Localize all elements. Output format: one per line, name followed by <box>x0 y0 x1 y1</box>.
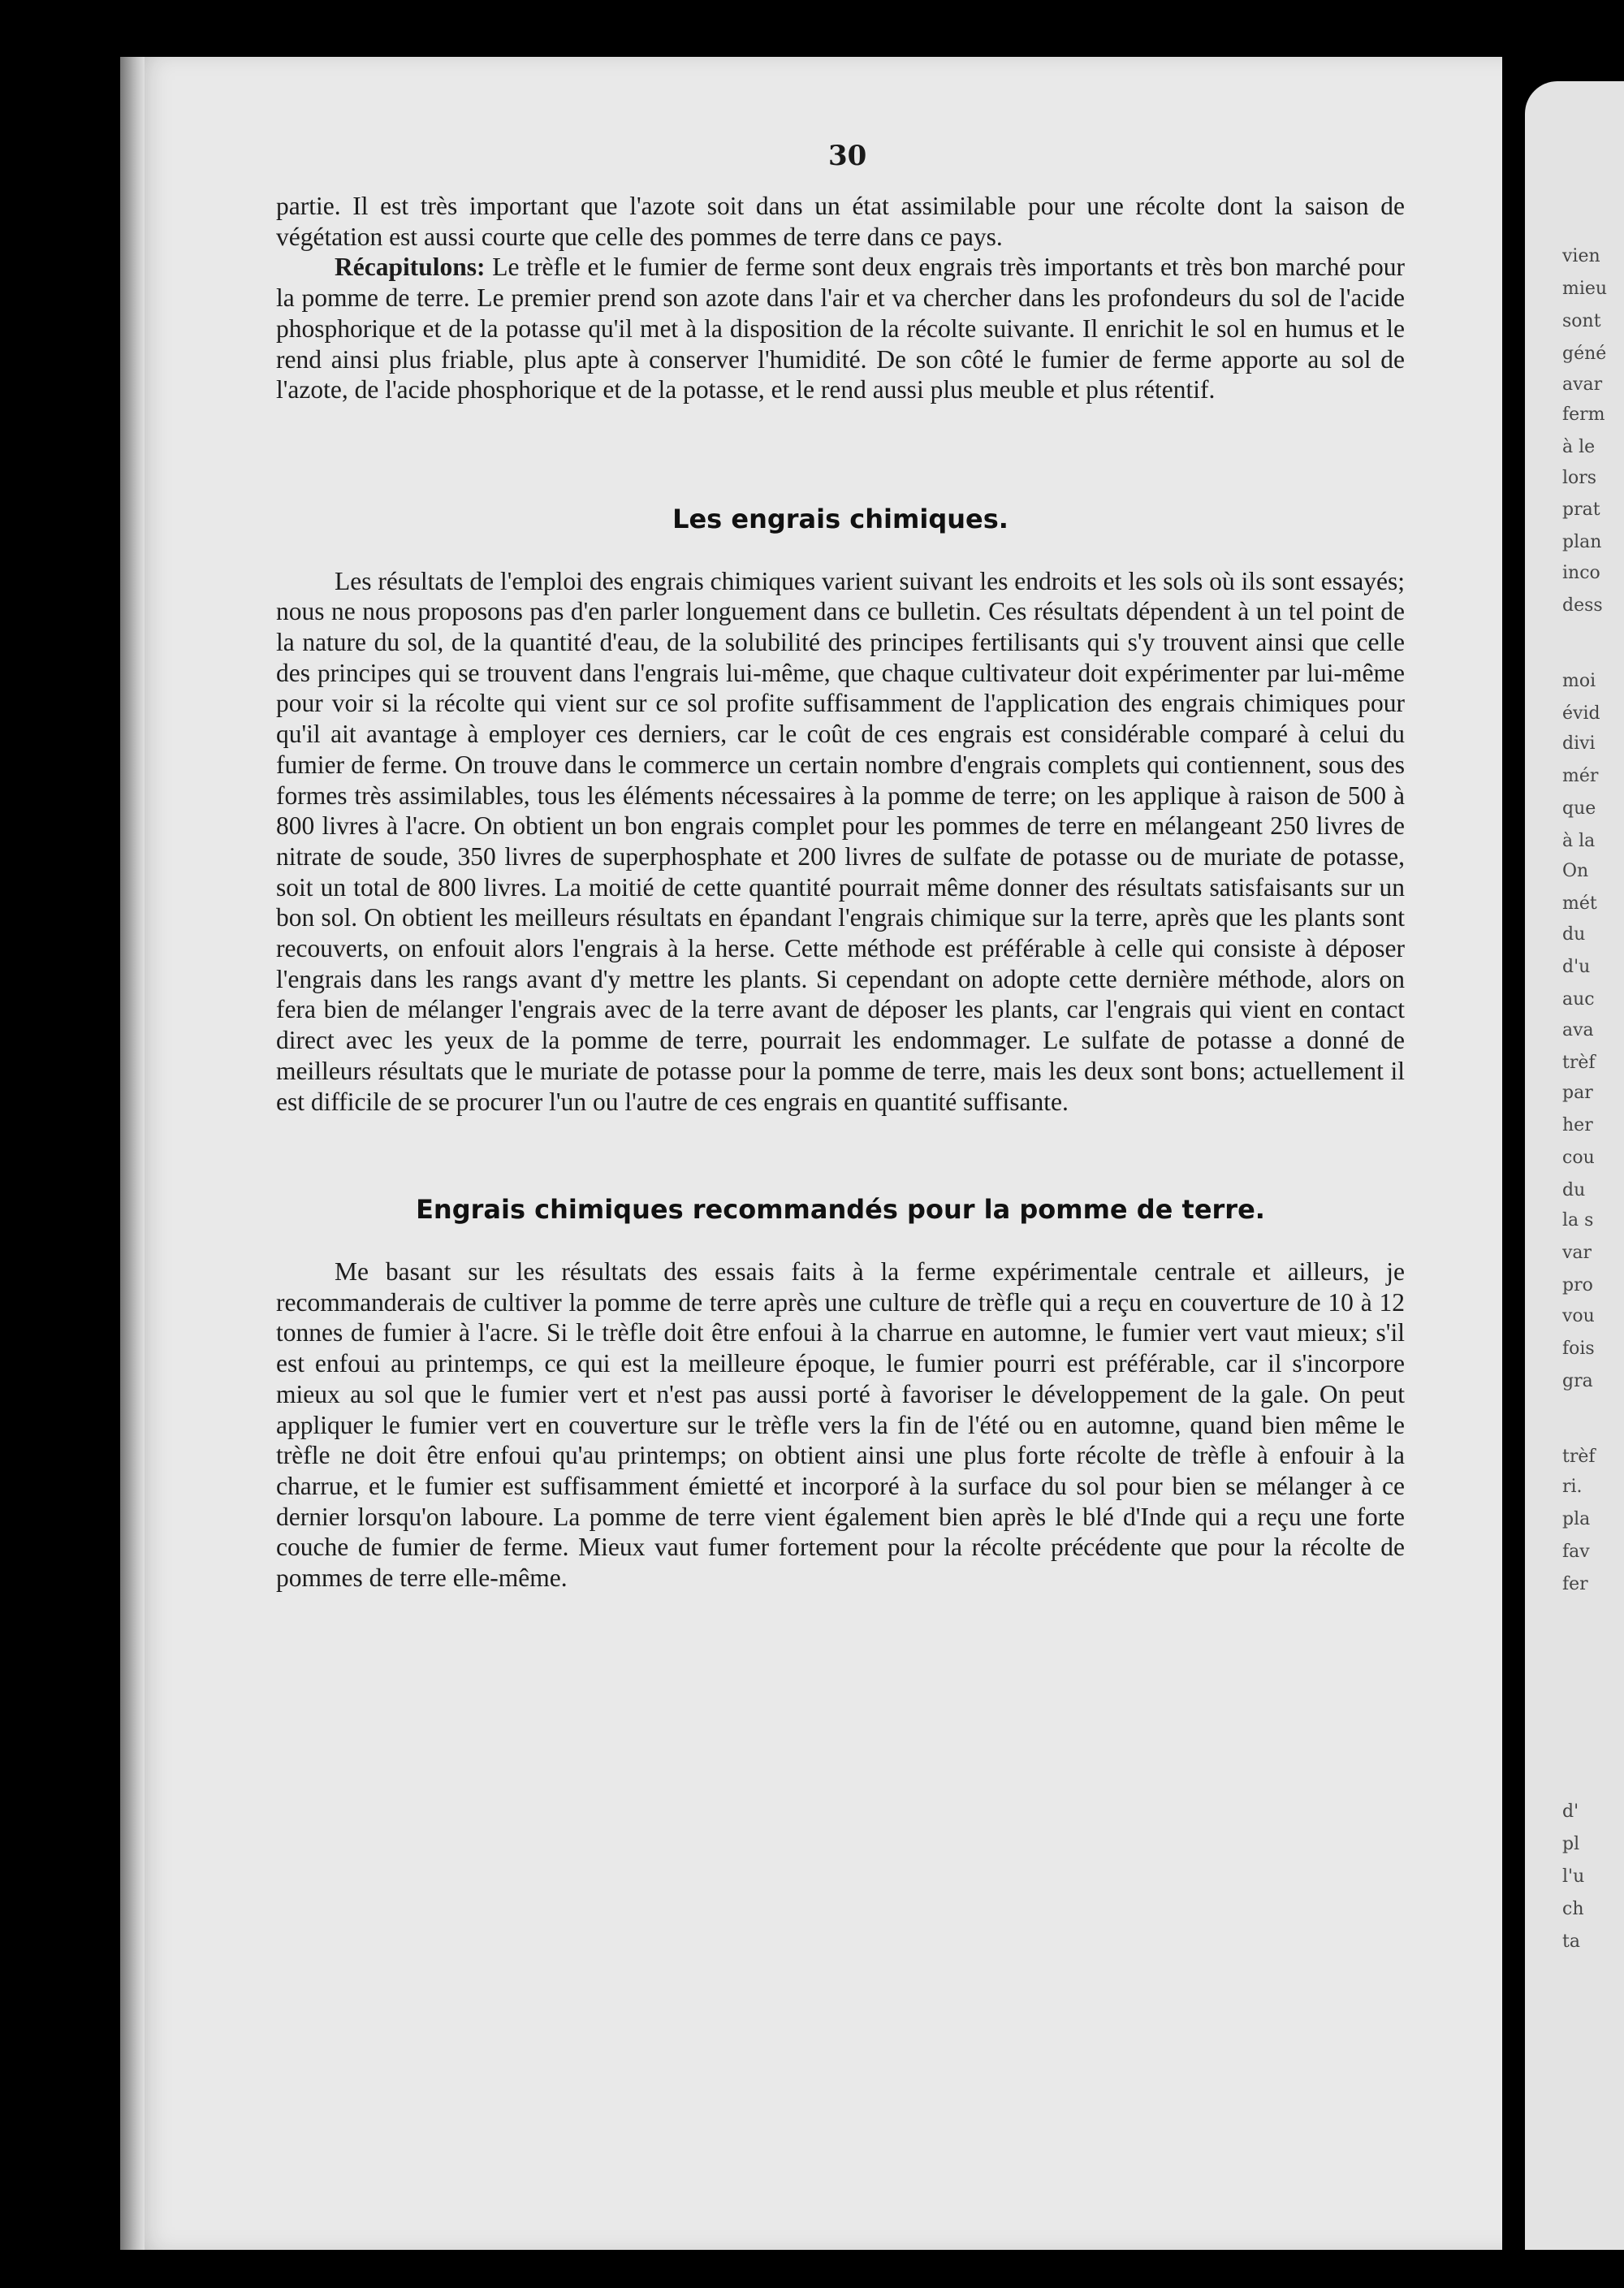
adjacent-page-fragment: her <box>1562 1115 1593 1135</box>
adjacent-page-fragment: lors <box>1562 468 1597 488</box>
heading-recommended-fertilizers: Engrais chimiques recommandés pour la pomme de terre. <box>416 1194 1265 1226</box>
paragraph-4: Me basant sur les résultats des essais faits à la ferme expérimentale centrale et ailleurs, je recommanderais de cultiver la pomme de terre après une culture de trèfle qui a reçu en couverture de 10 à 12 tonnes de fumier à l'acre. Si le trèfle doit être enfoui à la charrue en automne, le fumier vert vaut mieux; s'il est enfoui au printemps, ce qui est la meilleure époque, le fumier pourri est préférable, car il s'incorpore mieux au sol que le fumier vert et n'est pas aussi porté à favoriser le développement de la gale. On peut appliquer le fumier vert en couverture sur le trèfle vers la fin de l'été ou en automne, quand bien même le trèfle ne doit être enfoui qu'au printemps; on obtient ainsi une plus forte récolte de trèfle à enfouir à la charrue, et le fumier est suffisamment émietté et incorporé à la surface du sol pour bien se mélanger à ce dernier lorsqu'on laboure. La pomme de terre vient également bien après le blé d'Inde qui a reçu une forte couche de fumier de ferme. Mieux vaut fumer fortement pour la récolte précédente que pour la récolte de pommes de terre elle-même. <box>276 1256 1405 1593</box>
paragraph-2 <box>276 252 1405 405</box>
adjacent-page-fragment: On <box>1562 861 1589 881</box>
adjacent-page-fragment: gra <box>1562 1371 1593 1391</box>
adjacent-page-fragment: ch <box>1562 1899 1584 1919</box>
adjacent-page-fragment: d'u <box>1562 957 1591 977</box>
heading-chemical-fertilizers: Les engrais chimiques. <box>672 503 1009 534</box>
adjacent-page-fragment: à le <box>1562 437 1596 457</box>
adjacent-page-fragment: ta <box>1562 1931 1580 1952</box>
adjacent-page-fragment: mét <box>1562 893 1597 914</box>
adjacent-page-fragment: évid <box>1562 703 1600 724</box>
adjacent-page-fragment: vien <box>1562 246 1600 266</box>
adjacent-page-fragment: d' <box>1562 1801 1579 1822</box>
adjacent-page-fragment: du <box>1562 924 1586 945</box>
paragraph-2-lead: Récapitulons: <box>335 253 486 282</box>
adjacent-page-fragment: pl <box>1562 1834 1580 1854</box>
adjacent-page-fragment: fer <box>1562 1574 1588 1594</box>
adjacent-page-fragment: prat <box>1562 500 1600 520</box>
paragraph-3: Les résultats de l'emploi des engrais chimiques varient suivant les endroits et les sols où ils sont essayés; nous ne nous proposons pas d'en parler longuement dans ce bulletin. Ces résultats dépendent à un tel point de la nature du sol, de la quantité d'eau, de la solubilité des principes fertilisants qui s'y trouvent ainsi que celle des principes qui se trouvent dans l'engrais lui-même, que chaque cultivateur doit expérimenter par lui-même pour voir si la récolte qui vient sur ce sol profite suffisamment de l'application des engrais chimiques pour qu'il ait avantage à employer ces derniers, car le coût de ces engrais est considérable comparé à celui du fumier de ferme. On trouve dans le commerce un certain nombre d'engrais complets qui contiennent, sous des formes très assimilables, tous les éléments nécessaires à la pomme de terre; on les applique à raison de 500 à 800 livres à l'acre. On obtient un bon engrais complet pour les pommes de terre en mélangeant 250 livres de nitrate de soude, 350 livres de superphosphate et 200 livres de sulfate de potasse ou de muriate de potasse, soit un total de 800 livres. La moitié de cette quantité pourrait même donner des résultats satisfaisants sur un bon sol. On obtient les meilleurs résultats en épandant l'engrais chimique sur la terre, après que les plants sont recouverts, on enfouit alors l'engrais à la herse. Cette méthode est préférable à celle qui consiste à déposer l'engrais dans les rangs avant d'y mettre les plants. Si cependant on adopte cette dernière méthode, alors on fera bien de mélanger l'engrais avec de la terre avant de déposer les plants, car l'engrais qui vient en contact direct avec les yeux de la pomme de terre, pourrait les endommager. Le sulfate de potasse a donné de meilleurs résultats que le muriate de potasse pour la pomme de terre, mais les deux sont bons; actuellement il est difficile de se procurer l'un ou l'autre de ces engrais en quantité suffisante. <box>276 566 1405 1116</box>
adjacent-page-fragment: pla <box>1562 1509 1591 1529</box>
adjacent-page-fragment: trèf <box>1562 1447 1596 1467</box>
adjacent-page-fragment: moi <box>1562 671 1596 691</box>
adjacent-page-fragment: vou <box>1562 1306 1595 1326</box>
adjacent-page-fragment: inco <box>1562 563 1600 583</box>
page-body <box>276 191 1405 1594</box>
adjacent-page-fragment: mieu <box>1562 279 1608 299</box>
adjacent-page-fragment: fois <box>1562 1339 1595 1359</box>
paragraph-2-text: Le trèfle et le fumier de ferme sont deux engrais très importants et très bon marché pour la pomme de terre. Le premier prend son azote dans l'air et va chercher dans les profondeurs du sol de l'acide phosphorique et de la potasse qu'il met à la disposition de la récolte suivante. Il enrichit le sol en humus et le rend ainsi plus friable, plus apte à conserver l'humidité. De son côté le fumier de ferme apporte au sol de l'azote, de l'acide phosphorique et de la potasse, et le rend aussi plus meuble et plus rétentif. <box>276 253 1405 404</box>
adjacent-page-fragment: géné <box>1562 344 1607 364</box>
adjacent-page-fragment: divi <box>1562 733 1596 754</box>
adjacent-page-fragment: la s <box>1562 1210 1594 1231</box>
adjacent-page-fragment: fav <box>1562 1542 1590 1562</box>
adjacent-page-fragment: du <box>1562 1180 1586 1200</box>
adjacent-page-fragment: mér <box>1562 766 1599 786</box>
adjacent-page-fragment: ri. <box>1562 1477 1583 1497</box>
adjacent-page-fragment: ferm <box>1562 404 1605 425</box>
adjacent-page-fragment: à la <box>1562 831 1596 851</box>
adjacent-page-fragment: que <box>1562 798 1596 819</box>
adjacent-page-edge <box>1525 81 1624 2250</box>
adjacent-page-fragment: auc <box>1562 989 1595 1010</box>
adjacent-page-fragment: var <box>1562 1243 1592 1263</box>
adjacent-page-fragment: sont <box>1562 311 1601 331</box>
adjacent-page-fragment: ava <box>1562 1020 1594 1040</box>
adjacent-page-fragment: cou <box>1562 1148 1595 1168</box>
paragraph-1: partie. Il est très important que l'azote soit dans un état assimilable pour une récolte dont la saison de végétation est aussi courte que celle des pommes de terre dans ce pays. <box>276 192 1405 251</box>
adjacent-page-fragment: dess <box>1562 595 1603 616</box>
adjacent-page-fragment: trèf <box>1562 1053 1596 1073</box>
page-number: 30 <box>828 140 867 172</box>
page-binding-edge <box>120 57 145 2250</box>
adjacent-page-fragment: par <box>1562 1083 1593 1103</box>
adjacent-page-fragment: l'u <box>1562 1866 1585 1887</box>
adjacent-page-fragment: avar <box>1562 374 1603 395</box>
adjacent-page-fragment: plan <box>1562 532 1602 552</box>
adjacent-page-fragment: pro <box>1562 1275 1593 1295</box>
